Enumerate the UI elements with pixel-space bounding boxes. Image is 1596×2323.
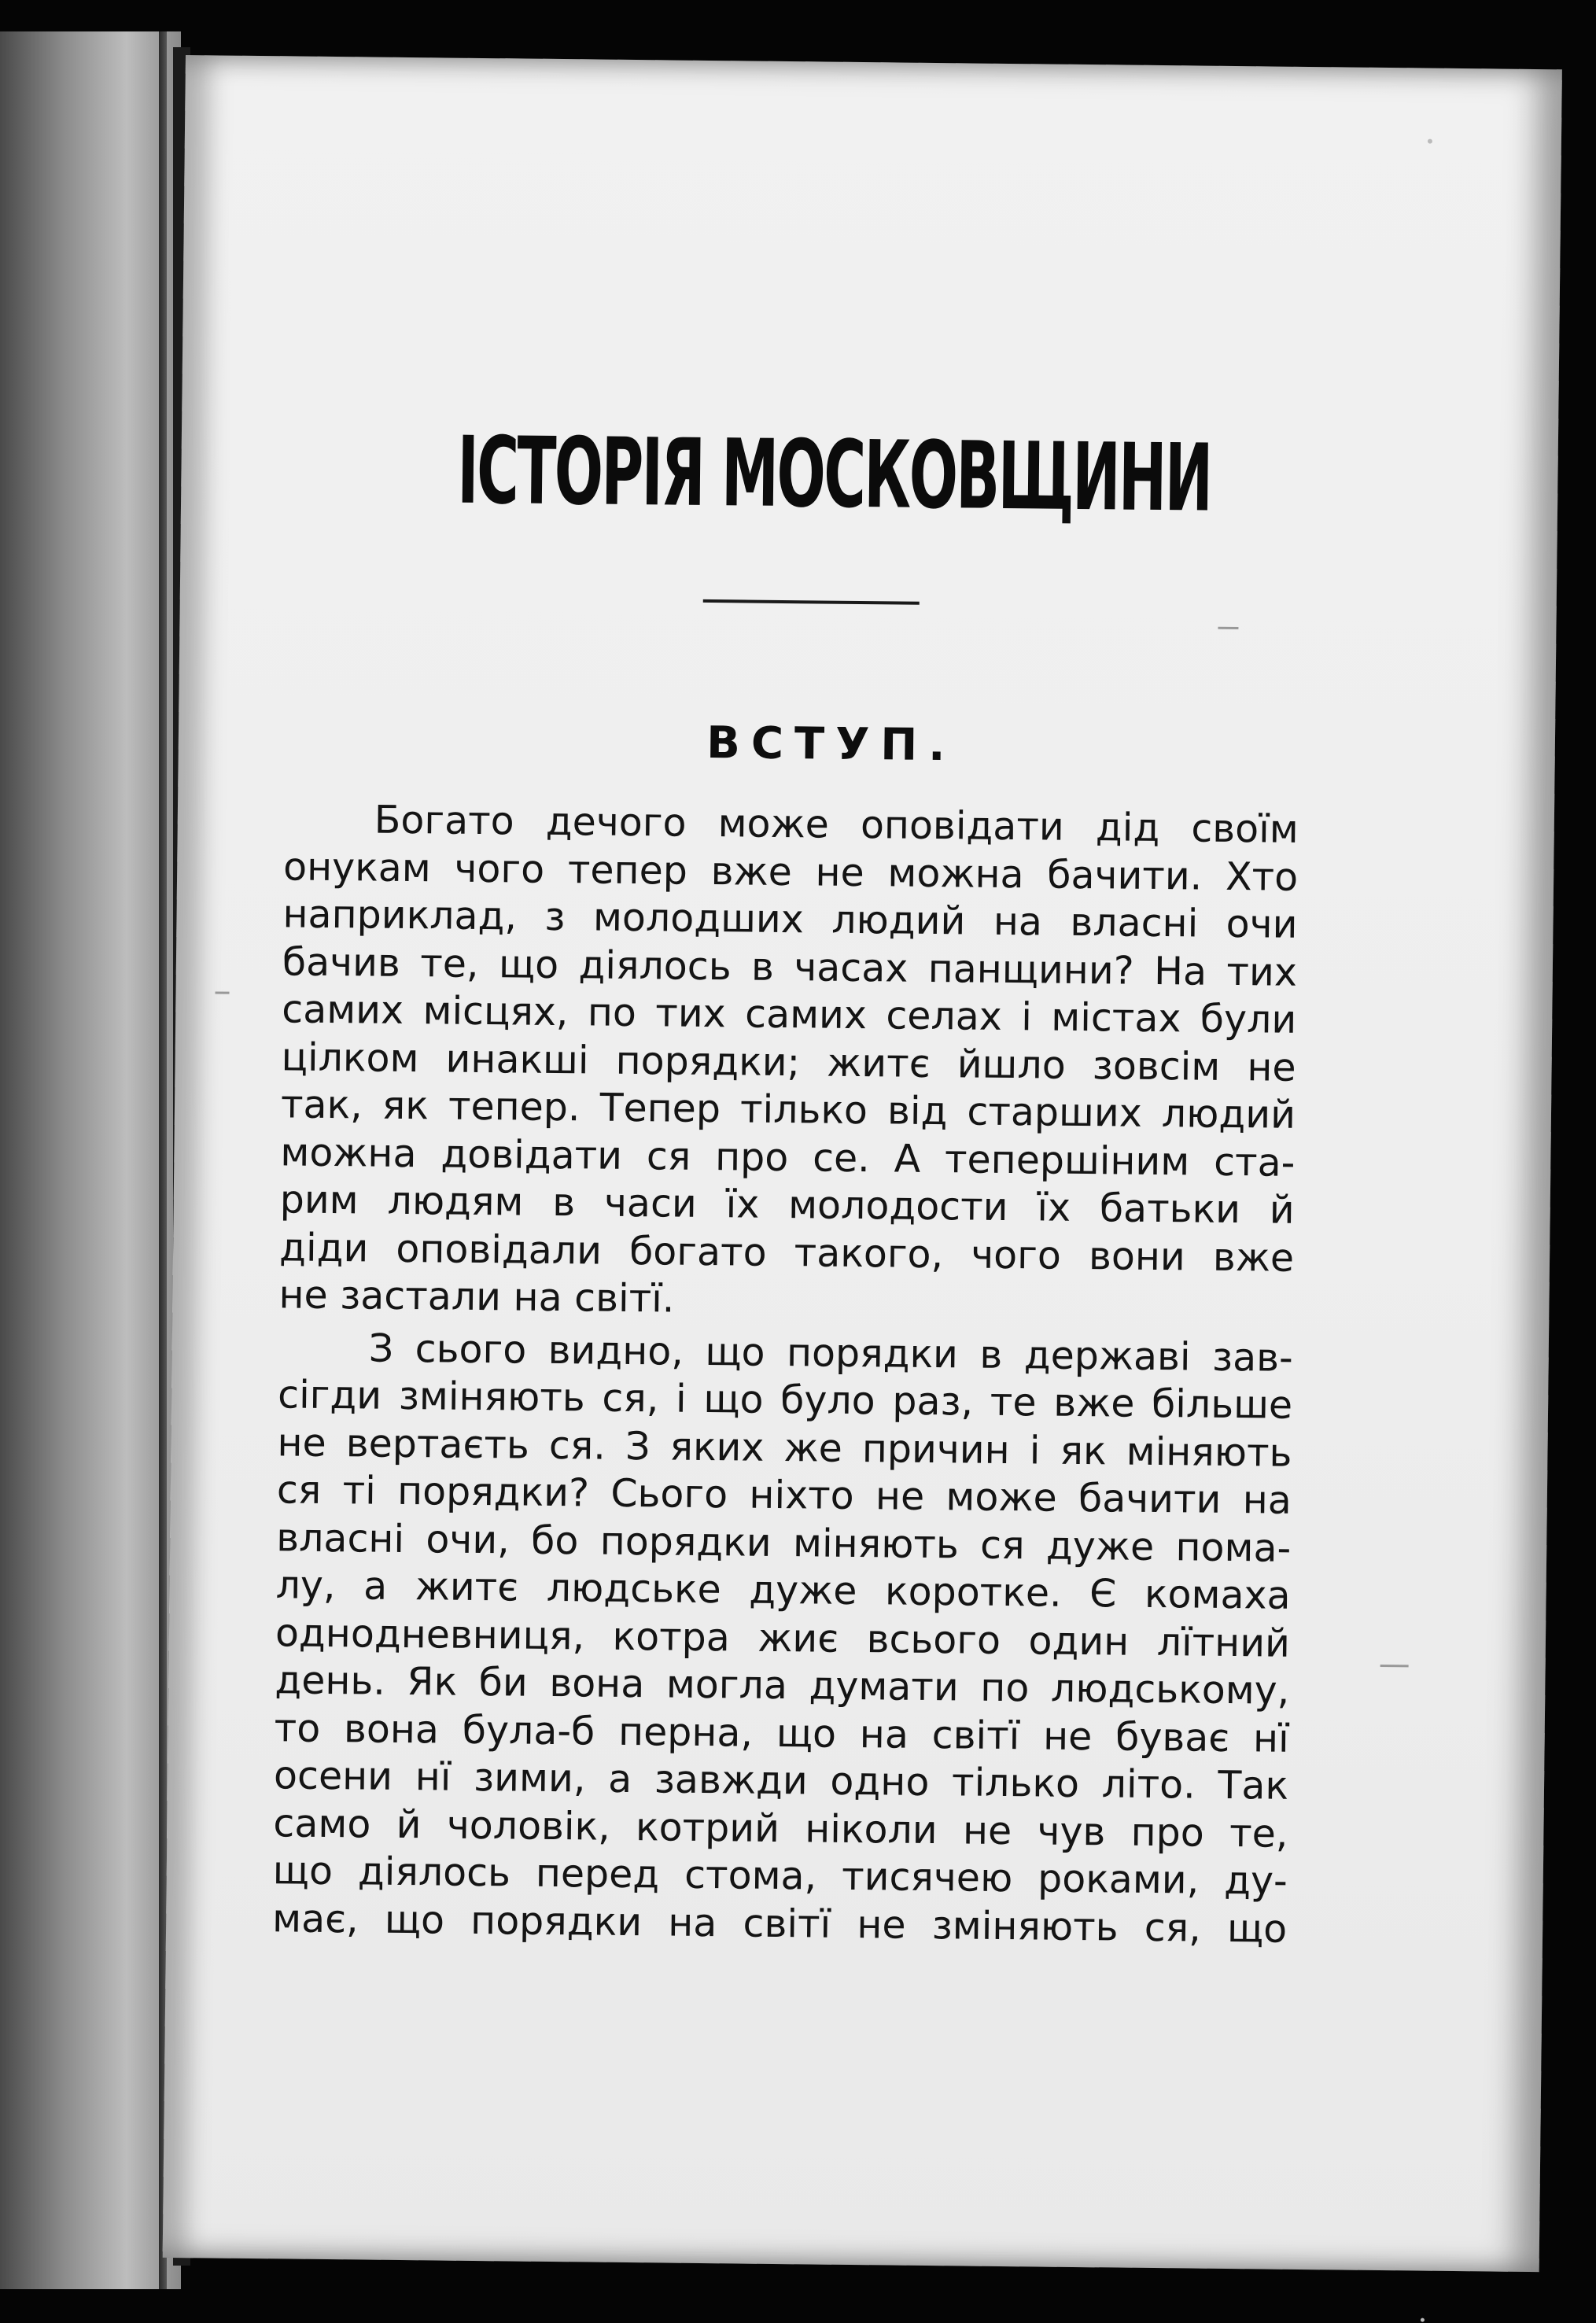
text-line: лу, а житє людське дуже коротке. Є комаха [275,1562,1291,1618]
page-mark [1218,627,1238,629]
text-line: осени нї зими, а завжди одно тілько літо. Так [273,1753,1289,1809]
text-line: власні очи, бо порядки міняють ся дуже пома- [275,1514,1292,1571]
page-speck [1428,139,1432,144]
text-line: З сього видно, що порядки в державі зав- [368,1326,1294,1381]
text-line: що діялось перед стома, тисячею роками, ду- [272,1848,1288,1904]
text-line: сігди зміняють ся, і що було раз, те вже більше [277,1372,1293,1428]
text-line: діди оповідали богато такого, чого вони вже [278,1224,1295,1281]
title-divider [703,599,920,605]
facing-page-edge [0,31,181,2289]
text-line: наприклад, з молодших людий на власні очи [282,891,1298,947]
text-line: то вона була-б перна, що на світї не буває нї [274,1705,1289,1761]
text-line: не вертаєть ся. З яких же причин і як міняють [277,1419,1292,1476]
text-line: Богато дечого може оповідати дід своїм [374,797,1299,852]
paragraph-1 [278,795,1299,1329]
text-line: цілком инакші порядки; житє йшло зовсім не [281,1034,1296,1090]
text-line: можна довідати ся про се. А тепершіним ста- [280,1129,1296,1185]
text-line: не застали на світї. [278,1272,675,1322]
text-line: рим людям в часи їх молодости їх батьки й [279,1177,1295,1233]
page-mark [1380,1665,1409,1667]
text-line: самих місцях, по тих самих селах і містах були [282,986,1297,1042]
text-line: само й чоловік, котрий ніколи не чув про те, [273,1800,1288,1857]
page-speck [1421,2318,1425,2322]
text-line: онукам чого тепер вже не можна бачити. Хто [282,843,1299,900]
page-title: ІСТОРІЯ МОСКОВЩИНИ [456,415,1212,533]
text-line: день. Як би вона могла думати по людському, [275,1657,1290,1713]
text-line: бачив те, що діялось в часах панщини? На тих [282,938,1298,995]
body-text [272,795,1299,1952]
text-line: однодневниця, котра жиє всього один лїтний [275,1610,1291,1666]
text-line: має, що порядки на світї не зміняють ся, що [271,1895,1288,1952]
section-heading: ВСТУП. [706,717,956,772]
page-mark [216,991,230,994]
book-page [163,55,1562,2272]
paragraph-2 [272,1324,1293,1953]
text-line: ся ті порядки? Сього ніхто не може бачити на [276,1467,1292,1523]
text-line: так, як тепер. Тепер тілько від старших людий [280,1082,1296,1138]
